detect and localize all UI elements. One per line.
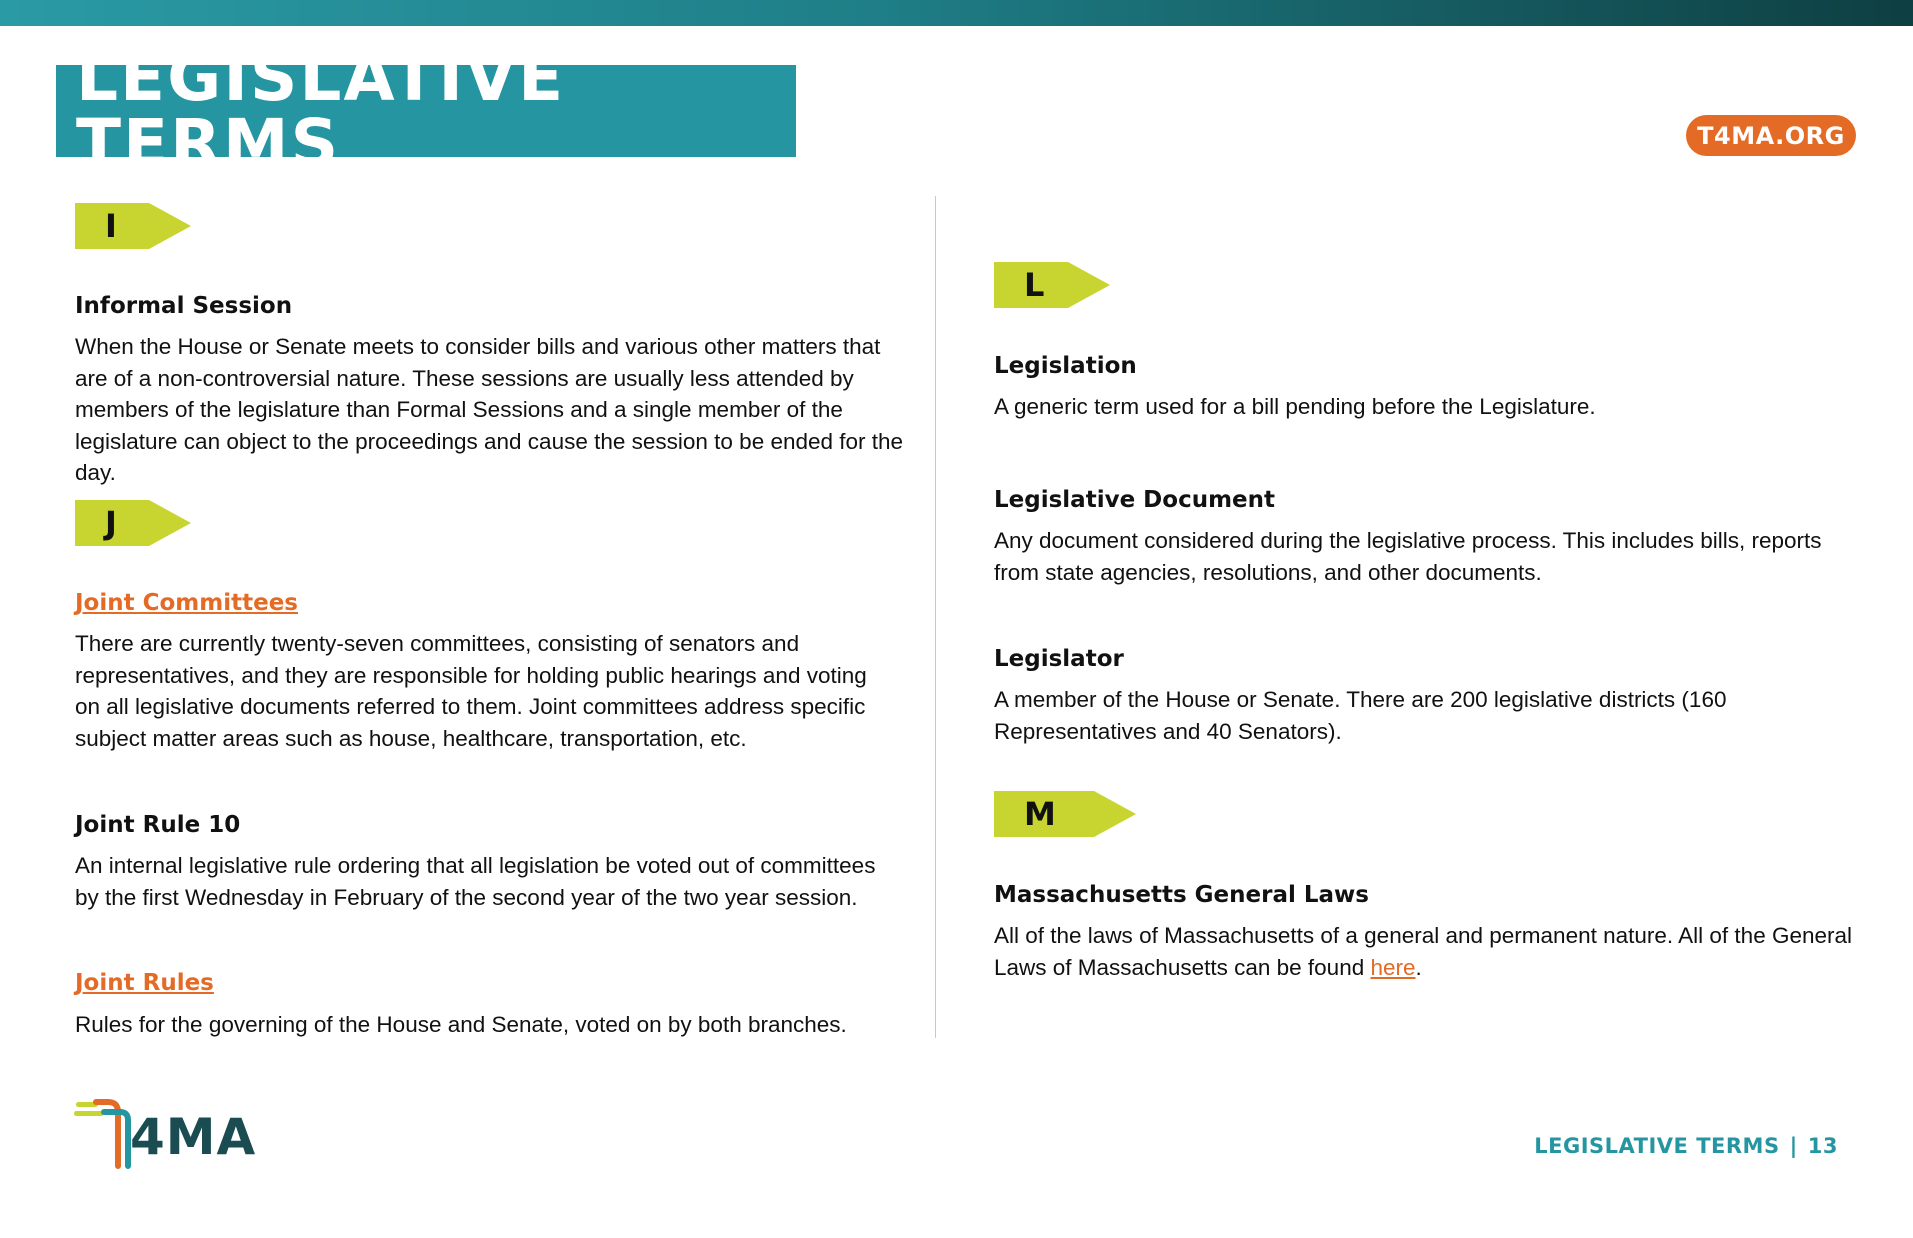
definition-joint-committees: There are currently twenty-seven committees, consisting of senators and representatives, and they are responsible for holding public hearings and voting on all legislative documents referred to them. Joint committees address specific subject matter areas such as house, healthcare, transportation, etc. bbox=[75, 631, 867, 751]
page-footer bbox=[1534, 1134, 1838, 1158]
section-letter: L bbox=[994, 262, 1068, 308]
column-divider bbox=[935, 196, 936, 1038]
site-link-pill[interactable]: T4MA.ORG bbox=[1686, 115, 1856, 156]
term-legislative-document: Legislative Document bbox=[994, 487, 1276, 513]
definition-end: . bbox=[1415, 954, 1422, 980]
definition-joint-rules: Rules for the governing of the House and Senate, voted on by both branches. bbox=[75, 1012, 847, 1037]
page-title: LEGISLATIVE TERMS bbox=[76, 39, 566, 182]
term-massachusetts-general-laws: Massachusetts General Laws bbox=[994, 882, 1369, 908]
footer-separator: | bbox=[1789, 1134, 1798, 1158]
term-legislation: Legislation bbox=[994, 353, 1137, 379]
definition-joint-rule-10: An internal legislative rule ordering that all legislation be voted out of committees by the first Wednesday in February of the second year of the two year session. bbox=[75, 853, 876, 910]
term-informal-session: Informal Session bbox=[75, 293, 293, 319]
arrow-tip-shape bbox=[149, 500, 191, 546]
section-tag-m bbox=[994, 791, 1136, 837]
t4ma-logo bbox=[74, 1098, 257, 1170]
definition-informal-session: When the House or Senate meets to consider bills and various other matters that are of a non-controversial nature. These sessions are usually less attended by members of the legislature than Formal Sessions and a single member of the legislature can object to the proceedings and cause the session to be ended for the day. bbox=[75, 334, 904, 485]
term-legislator: Legislator bbox=[994, 646, 1124, 672]
term-joint-rule-10: Joint Rule 10 bbox=[75, 812, 241, 838]
page-title-banner bbox=[56, 39, 796, 182]
section-tag-j bbox=[75, 500, 191, 546]
definition-massachusetts-general-laws bbox=[994, 920, 1854, 983]
arrow-tip-shape bbox=[1068, 262, 1110, 308]
section-letter: I bbox=[75, 203, 149, 249]
term-joint-committees-link[interactable]: Joint Committees bbox=[75, 590, 298, 616]
section-tag-l bbox=[994, 262, 1110, 308]
arrow-tip-shape bbox=[149, 203, 191, 249]
arrow-tip-shape bbox=[1094, 791, 1136, 837]
t-logo-mark-icon bbox=[74, 1098, 134, 1170]
general-laws-here-link[interactable]: here bbox=[1370, 954, 1416, 980]
page-number: 13 bbox=[1807, 1134, 1838, 1158]
section-letter: J bbox=[75, 500, 149, 546]
definition-text: All of the laws of Massachusetts of a general and permanent nature. All of the General Laws of Massachusetts can be found bbox=[994, 923, 1852, 980]
footer-section-label: LEGISLATIVE TERMS bbox=[1534, 1134, 1780, 1158]
top-accent-bar bbox=[0, 0, 1913, 26]
definition-legislation: A generic term used for a bill pending before the Legislature. bbox=[994, 394, 1596, 419]
definition-legislative-document: Any document considered during the legislative process. This includes bills, reports from state agencies, resolutions, and other documents. bbox=[994, 528, 1822, 585]
term-joint-rules-link[interactable]: Joint Rules bbox=[75, 970, 214, 996]
logo-text: 4MA bbox=[130, 1108, 257, 1166]
section-tag-i bbox=[75, 203, 191, 249]
section-letter: M bbox=[994, 791, 1094, 837]
definition-legislator: A member of the House or Senate. There are 200 legislative districts (160 Representatives and 40 Senators). bbox=[994, 687, 1727, 744]
